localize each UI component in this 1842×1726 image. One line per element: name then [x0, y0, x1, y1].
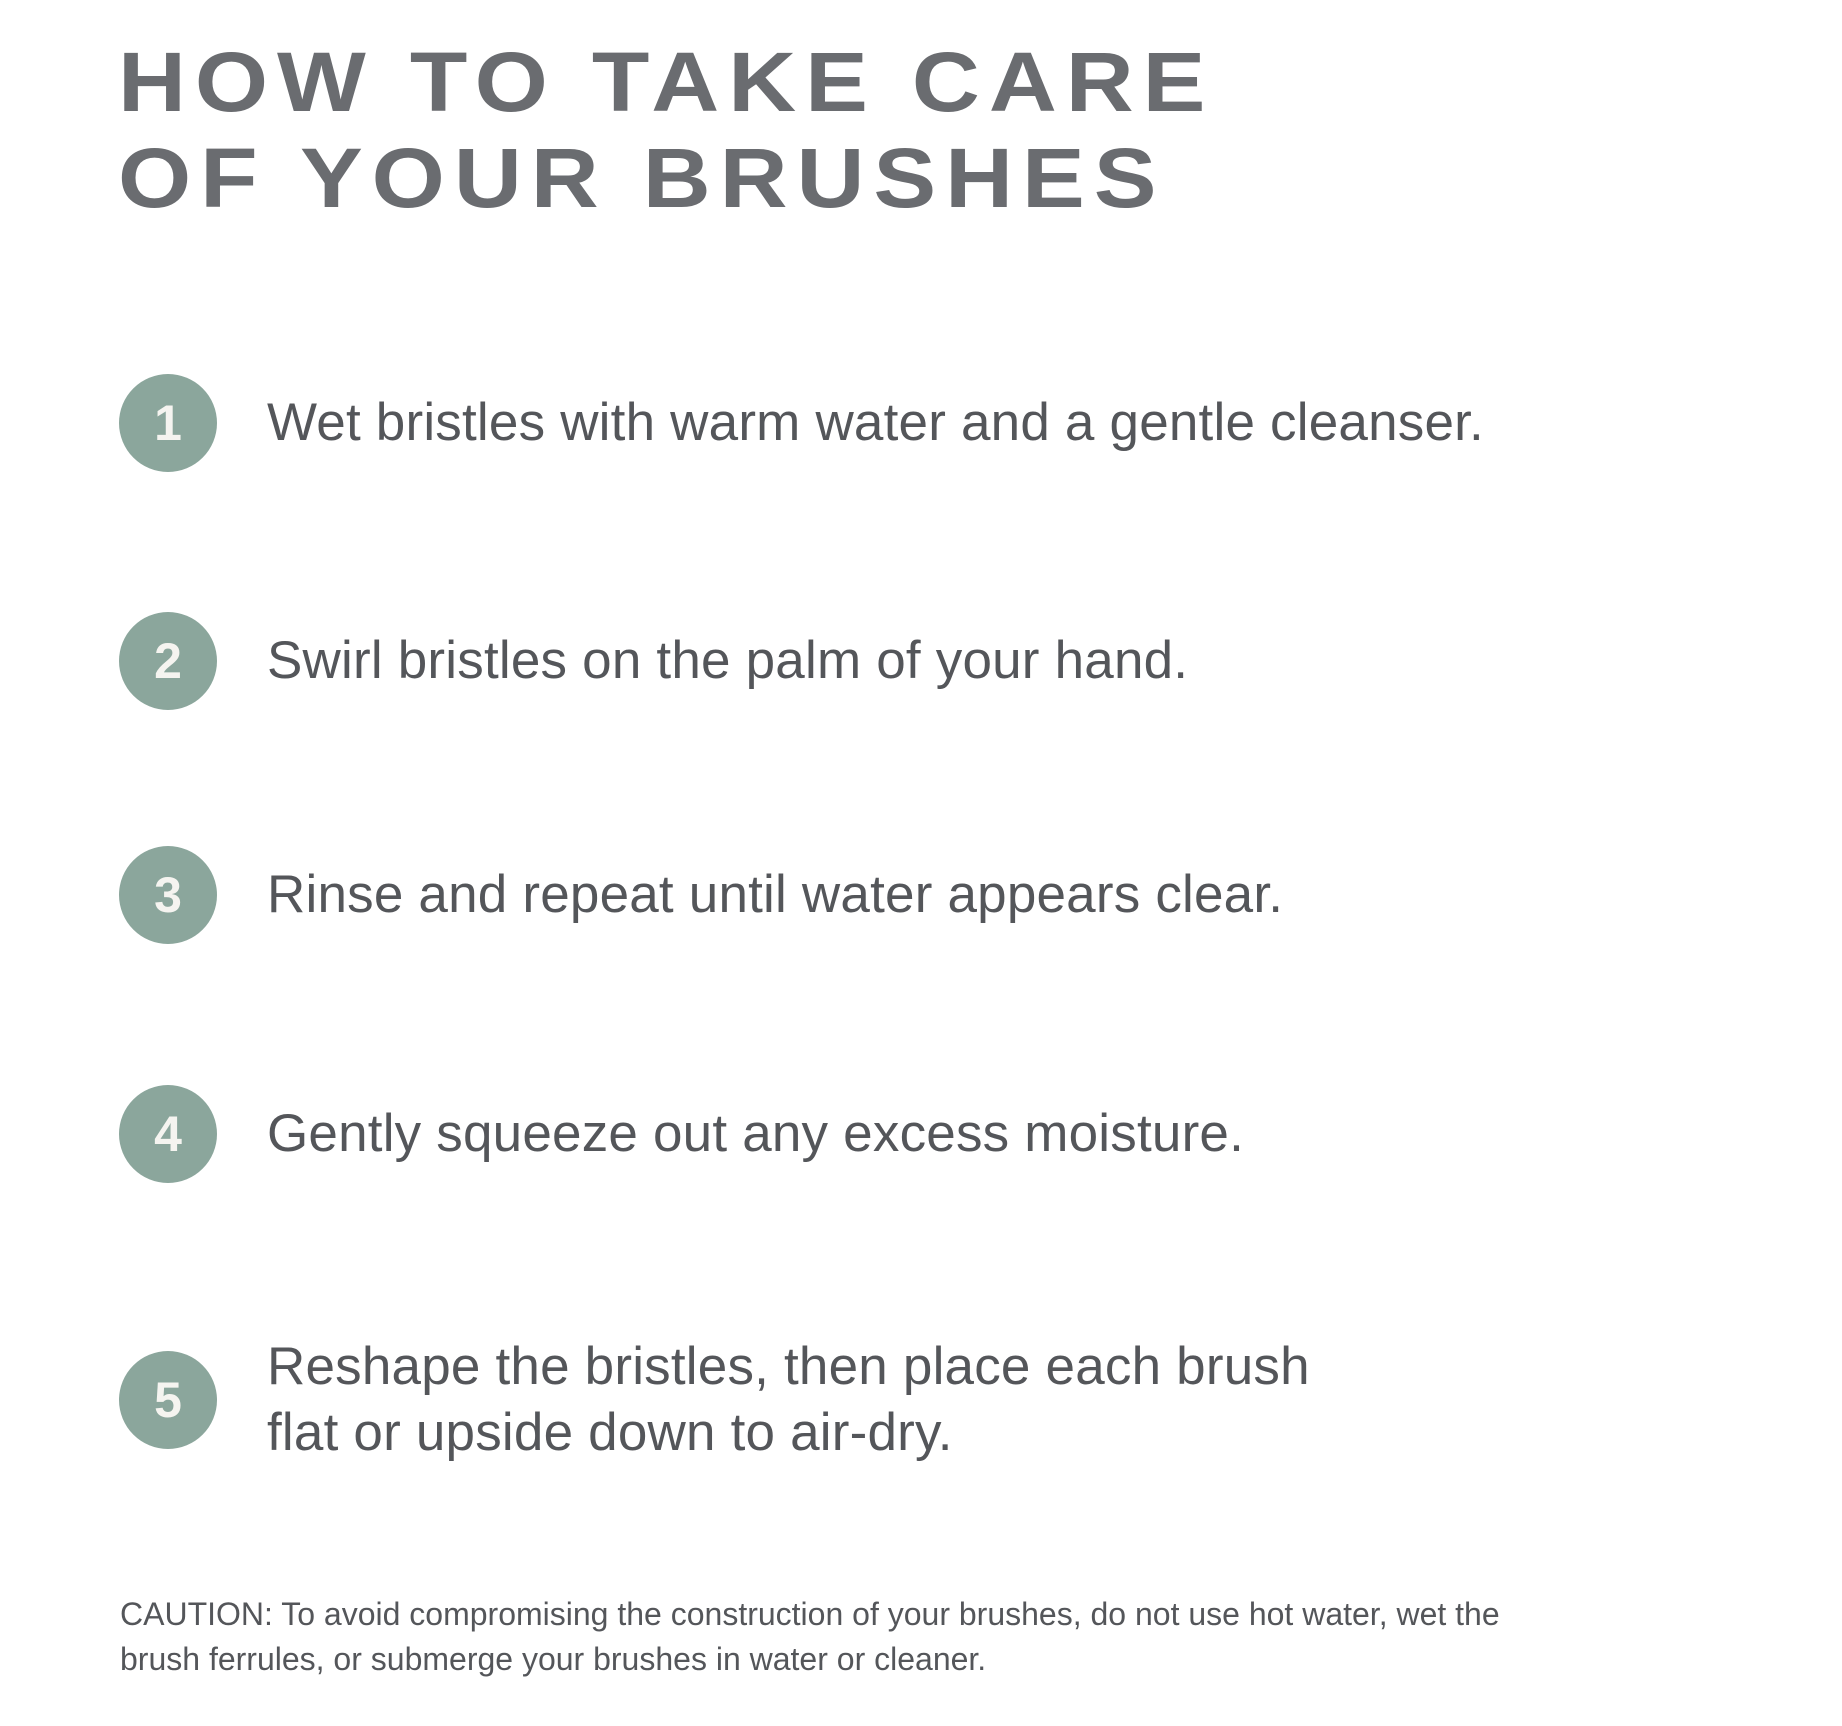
- step-number-badge: [119, 374, 217, 472]
- step-row-4: [119, 1085, 1244, 1183]
- caution-note: [120, 1592, 1500, 1682]
- step-number-badge: [119, 612, 217, 710]
- step-row-2: [119, 612, 1188, 710]
- step-text-line-2: flat or upside down to air-dry.: [267, 1403, 953, 1462]
- page-title-line-1: HOW TO TAKE CARE: [118, 35, 1215, 129]
- step-number-badge: [119, 846, 217, 944]
- step-row-3: [119, 846, 1283, 944]
- step-text: Gently squeeze out any excess moisture.: [267, 1104, 1245, 1163]
- step-number: 4: [154, 1106, 182, 1162]
- step-row-5: [119, 1334, 1310, 1466]
- step-text: Rinse and repeat until water appears clear.: [267, 865, 1284, 924]
- step-number-badge: [119, 1085, 217, 1183]
- page-title-line-2: OF YOUR BRUSHES: [118, 131, 1166, 225]
- page-title: [118, 34, 1214, 226]
- step-text: [267, 1334, 1310, 1466]
- step-number: 1: [154, 395, 182, 451]
- step-number: 5: [154, 1372, 182, 1428]
- caution-line-2: brush ferrules, or submerge your brushes in water or cleaner.: [120, 1641, 987, 1677]
- step-row-1: [119, 374, 1484, 472]
- step-number-badge: [119, 1351, 217, 1449]
- step-number: 2: [154, 633, 182, 689]
- caution-line-1: CAUTION: To avoid compromising the construction of your brushes, do not use hot water, wet the: [120, 1596, 1500, 1632]
- step-number: 3: [154, 867, 182, 923]
- step-text: Wet bristles with warm water and a gentle cleanser.: [267, 393, 1484, 452]
- step-text: Swirl bristles on the palm of your hand.: [267, 631, 1189, 690]
- step-text-line-1: Reshape the bristles, then place each brush: [267, 1337, 1310, 1396]
